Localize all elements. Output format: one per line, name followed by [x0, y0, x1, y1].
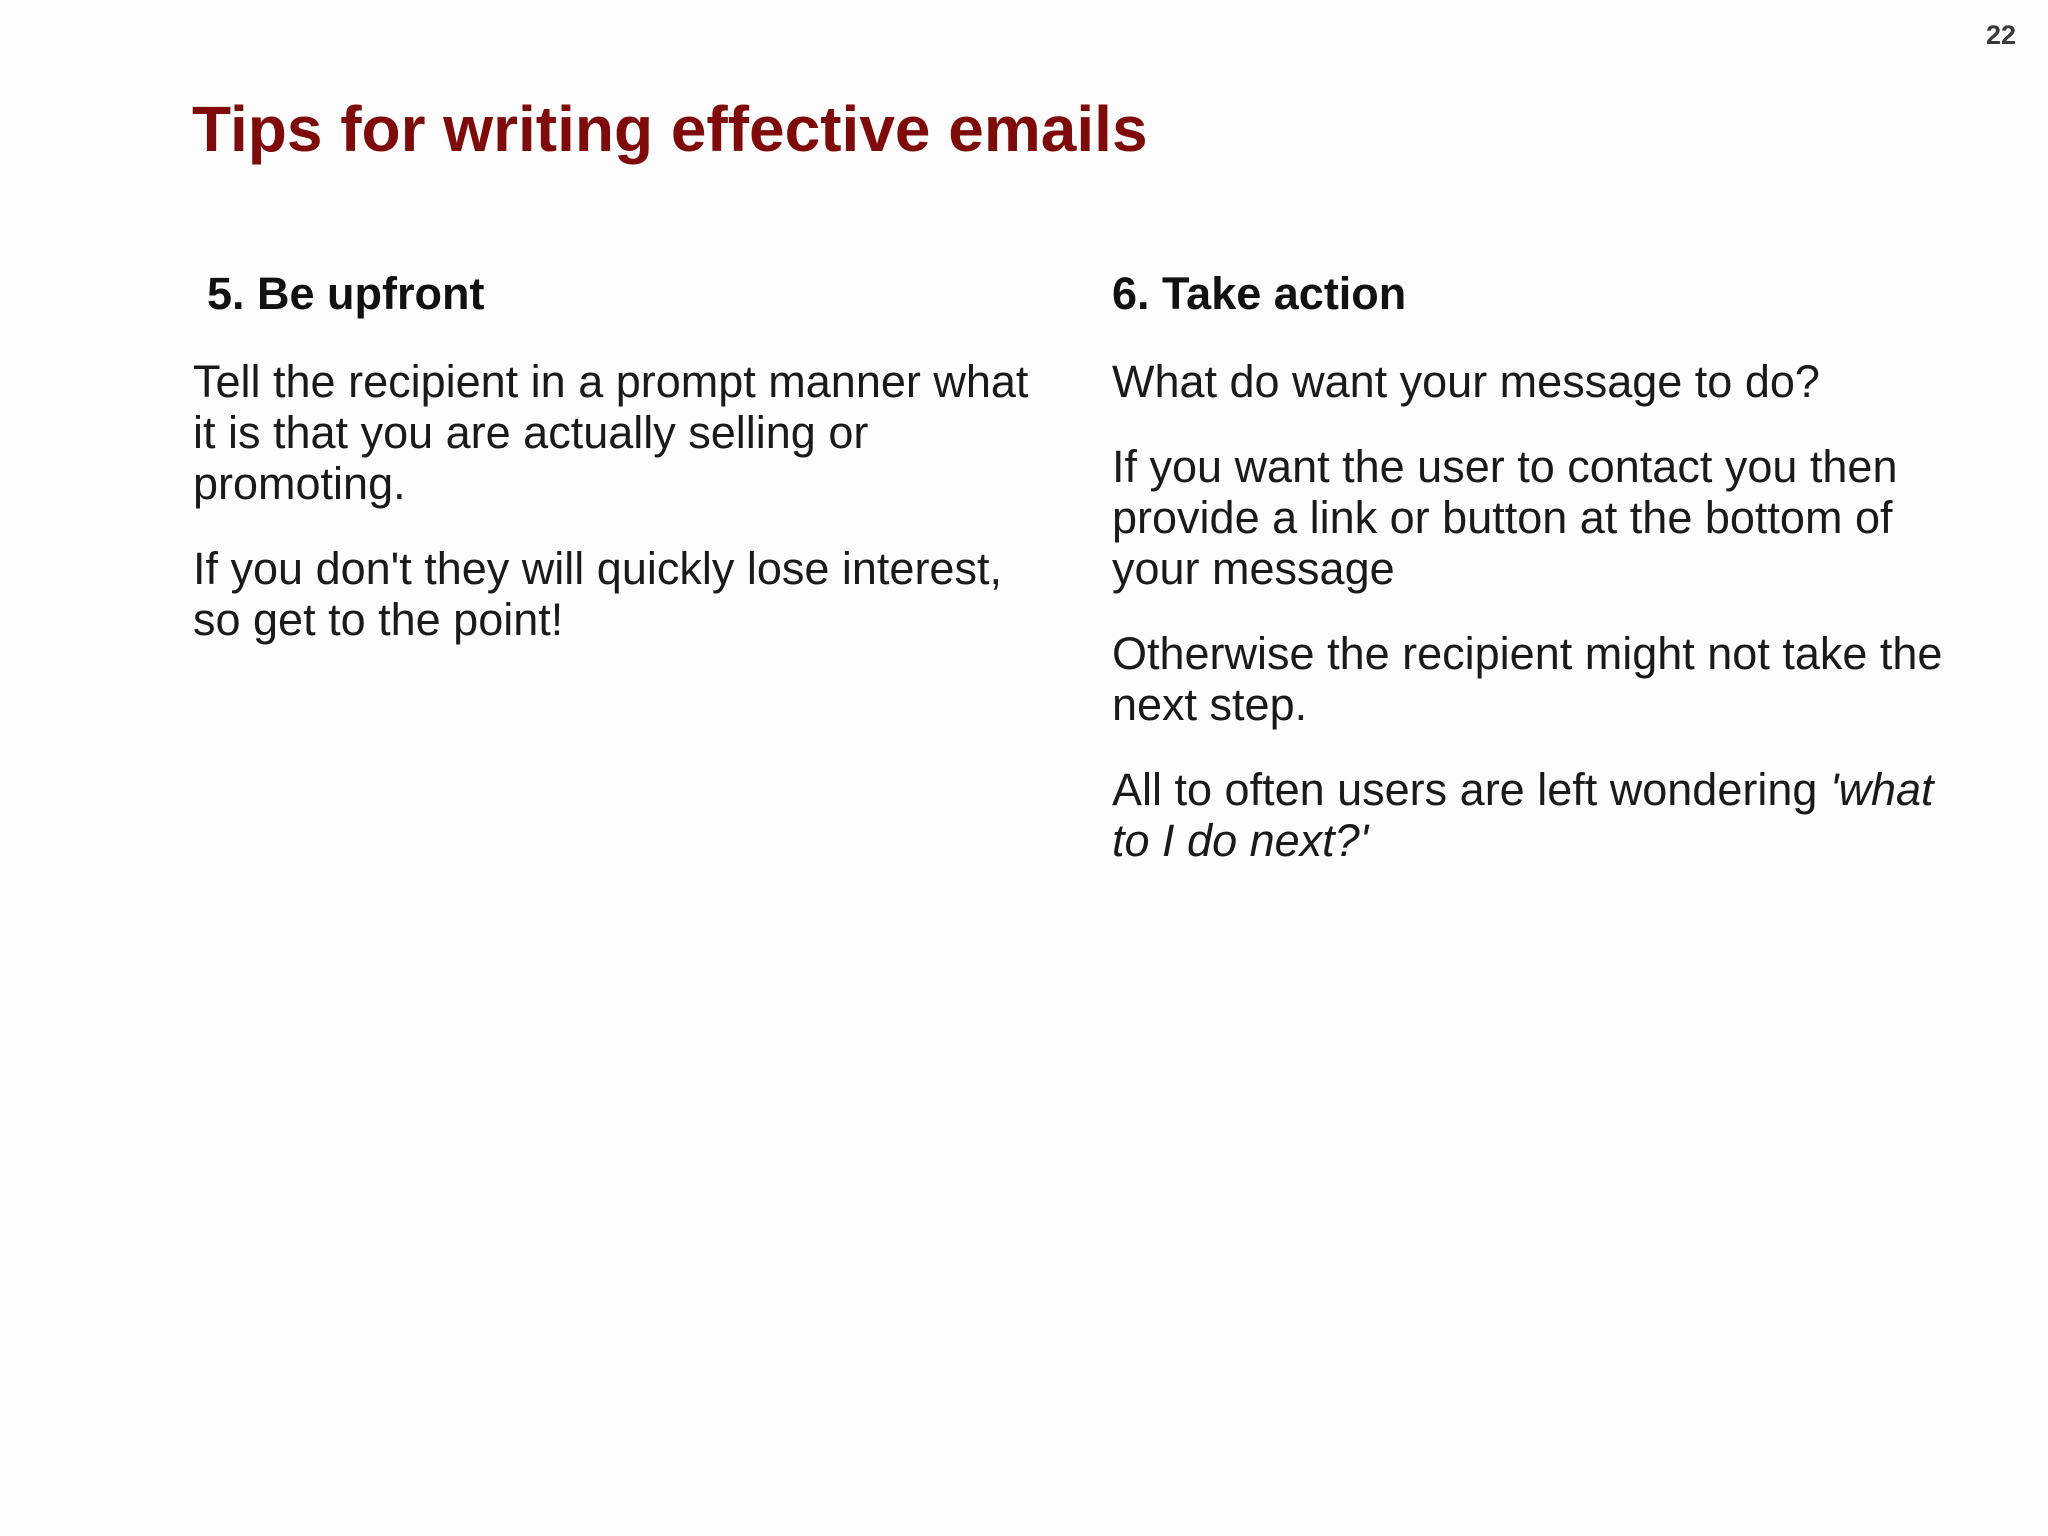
- tip-heading: 6. Take action: [1112, 268, 1407, 319]
- tip-paragraph-text: All to often users are left wondering: [1112, 764, 1830, 815]
- tip-paragraph: Otherwise the recipient might not take the next step.: [1112, 628, 1943, 730]
- slide-title: Tips for writing effective emails: [192, 93, 1148, 165]
- tip-paragraph: If you want the user to contact you then provide a link or button at the bottom of your message: [1112, 441, 1898, 594]
- tip-paragraph: Tell the recipient in a prompt manner what it is that you are actually selling or promoting.: [193, 356, 1029, 509]
- tip-column-be-upfront: [193, 266, 1053, 679]
- tip-quote: 'what to I do next?': [1112, 764, 1934, 866]
- page-number: 22: [1985, 20, 2016, 50]
- tip-column-take-action: [1112, 266, 1972, 900]
- tip-paragraph: What do want your message to do?: [1112, 356, 1820, 407]
- tip-paragraph: If you don't they will quickly lose interest, so get to the point!: [193, 543, 1002, 645]
- tip-paragraph-with-quote: [1112, 764, 1972, 866]
- tip-heading: 5. Be upfront: [207, 268, 485, 319]
